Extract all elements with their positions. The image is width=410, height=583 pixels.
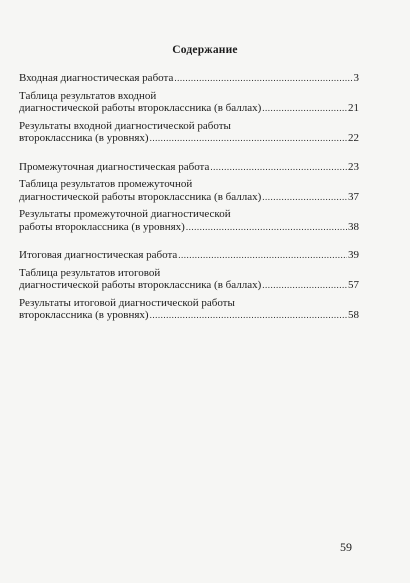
toc-entry-page: 58 [348, 309, 359, 321]
dot-leader [150, 132, 347, 145]
toc-entry[interactable] [19, 267, 359, 292]
toc-entry-title: Входная диагностическая работа [19, 72, 174, 84]
toc-entry-title-line: Результаты промежуточной диагностической [19, 208, 231, 220]
toc-entry[interactable] [19, 72, 359, 85]
toc-entry-page: 23 [348, 160, 359, 173]
toc-entry-title-line: Результаты входной диагностической работы [19, 119, 231, 132]
toc-entry-title-line: второклассника (в уровнях) [19, 309, 149, 321]
toc-entry-title-line: диагностической работы второклассника (в баллах) [19, 190, 262, 203]
toc-entry[interactable] [19, 297, 359, 322]
toc-entry-title: Итоговая диагностическая работа [19, 249, 178, 261]
dot-leader [178, 249, 347, 262]
dot-leader [210, 161, 347, 174]
page-title: Содержание [172, 44, 238, 56]
toc-entry-title-line: Таблица результатов итоговой [19, 266, 161, 279]
toc-entry-page: 38 [348, 220, 359, 233]
toc-group-intermediate [19, 161, 359, 234]
toc-group-final [19, 249, 359, 322]
toc-entry-title-line: диагностической работы второклассника (в баллах) [19, 279, 262, 291]
toc-entry-page: 39 [348, 249, 359, 261]
toc-entry-title-line: работы второклассника (в уровнях) [19, 220, 185, 233]
toc-entry[interactable] [19, 178, 359, 203]
toc-entry-title-line: Таблица результатов промежуточной [19, 178, 193, 190]
toc-entry-page: 22 [348, 132, 359, 144]
toc-entry-page: 37 [348, 190, 359, 203]
toc-entry[interactable] [19, 161, 359, 174]
page-number: 59 [340, 540, 352, 554]
table-of-contents [19, 72, 359, 338]
dot-leader [262, 191, 347, 204]
toc-entry[interactable] [19, 208, 359, 233]
dot-leader [262, 102, 347, 115]
toc-entry-page: 3 [353, 72, 359, 84]
toc-entry[interactable] [19, 120, 359, 145]
toc-entry-page: 57 [348, 279, 359, 291]
toc-group-entrance [19, 72, 359, 145]
dot-leader [262, 279, 347, 292]
toc-entry[interactable] [19, 90, 359, 115]
toc-entry-title-line: Результаты итоговой диагностической работы [19, 296, 235, 309]
toc-entry-title-line: второклассника (в уровнях) [19, 132, 149, 144]
toc-entry[interactable] [19, 249, 359, 262]
dot-leader [150, 309, 347, 322]
dot-leader [174, 72, 352, 85]
dot-leader [186, 221, 347, 234]
toc-entry-page: 21 [348, 102, 359, 114]
toc-entry-title: Промежуточная диагностическая работа [19, 160, 210, 173]
toc-entry-title-line: Таблица результатов входной [19, 89, 157, 102]
toc-entry-title-line: диагностической работы второклассника (в баллах) [19, 102, 262, 114]
